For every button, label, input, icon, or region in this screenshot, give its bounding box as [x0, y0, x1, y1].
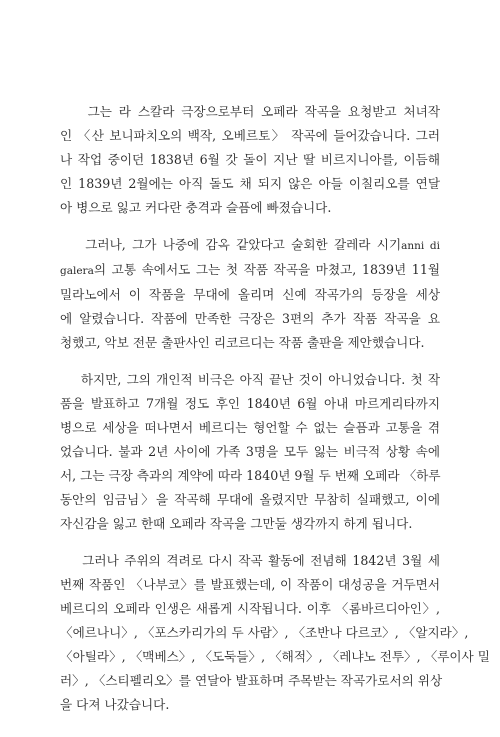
paragraph-3: [60, 368, 440, 536]
text-line: 청했고, 악보 전문 출판사인 리코르디는 작품 출판을 제안했습니다.: [60, 335, 425, 350]
text-line: 인 〈산 보니파치오의 백작, 오베르토〉 작곡에 들어갔습니다. 그러: [60, 128, 440, 143]
italian-term-continued: galera: [60, 265, 94, 277]
text-line: 그는 라 스칼라 극장으로부터 오페라 작곡을 요청받고 처녀작: [60, 104, 440, 119]
paragraph-2: [60, 233, 440, 355]
text-line: 서, 그는 극장 측과의 계약에 따라 1840년 9월 두 번째 오페라 〈하루: [60, 468, 441, 483]
text-line: 밀라노에서 이 작품을 무대에 올리며 신예 작곡가의 등장을 세상: [60, 287, 440, 302]
text-line: 자신감을 잃고 한때 오페라 작곡을 그만둘 생각까지 하게 됩니다.: [60, 516, 413, 531]
paragraph-4: [60, 549, 490, 717]
text-line: 품을 발표하고 7개월 정도 후인 1840년 6월 아내 마르게리타까지: [60, 396, 440, 411]
text-line: 에 알렸습니다. 작품에 만족한 극장은 3편의 추가 작품 작곡을 요: [60, 311, 440, 326]
text-line: 〈에르나니〉, 〈포스카리가의 두 사람〉, 〈조반나 다르코〉, 〈알지라〉,: [60, 625, 469, 640]
paragraph-1: [60, 100, 440, 220]
text-line: 인 1839년 2월에는 아직 돌도 채 되지 않은 아들 이칠리오를 연달: [60, 176, 440, 191]
text-line: 나 작업 중이던 1838년 6월 갓 돌이 지난 딸 비르지니아를, 이듬해: [60, 152, 440, 167]
text-line-segment: 그러나, 그가 나중에 감옥 같았다고 술회한 갈레라 시기: [60, 237, 402, 252]
text-line: 병으로 세상을 떠나면서 베르디는 형언할 수 없는 슬픔과 고통을 겪: [60, 420, 440, 435]
text-line: 을 다져 나갔습니다.: [60, 697, 170, 712]
text-line: 베르디의 오페라 인생은 새롭게 시작됩니다. 이후 〈롬바르디아인〉,: [60, 601, 440, 616]
text-line: 하지만, 그의 개인적 비극은 아직 끝난 것이 아니었습니다. 첫 작: [60, 372, 440, 387]
text-line: [60, 233, 440, 258]
text-line: 〈아틸라〉, 〈맥베스〉, 〈도둑들〉, 〈해적〉, 〈레냐노 전투〉, 〈루이사 밀: [60, 649, 490, 664]
text-line: 었습니다. 불과 2년 사이에 가족 3명을 모두 잃는 비극적 상황 속에: [60, 444, 440, 459]
text-line: 아 병으로 잃고 커다란 충격과 슬픔에 빠졌습니다.: [60, 200, 332, 215]
italian-term: anni di: [401, 240, 440, 252]
text-line: 그러나 주위의 격려로 다시 작곡 활동에 전념해 1842년 3월 세: [60, 553, 440, 568]
text-line-segment: 의 고통 속에서도 그는 첫 작품 작곡을 마쳤고, 1839년 11월: [93, 262, 440, 277]
text-line: [60, 258, 440, 283]
text-line: 동안의 임금님〉을 작곡해 무대에 올렸지만 무참히 실패했고, 이에: [60, 492, 440, 507]
text-line: 러〉, 〈스티펠리오〉를 연달아 발표하며 주목받는 작곡가로서의 위상: [60, 673, 443, 688]
text-line: 번째 작품인 〈나부코〉를 발표했는데, 이 작품이 대성공을 거두면서: [60, 577, 440, 592]
